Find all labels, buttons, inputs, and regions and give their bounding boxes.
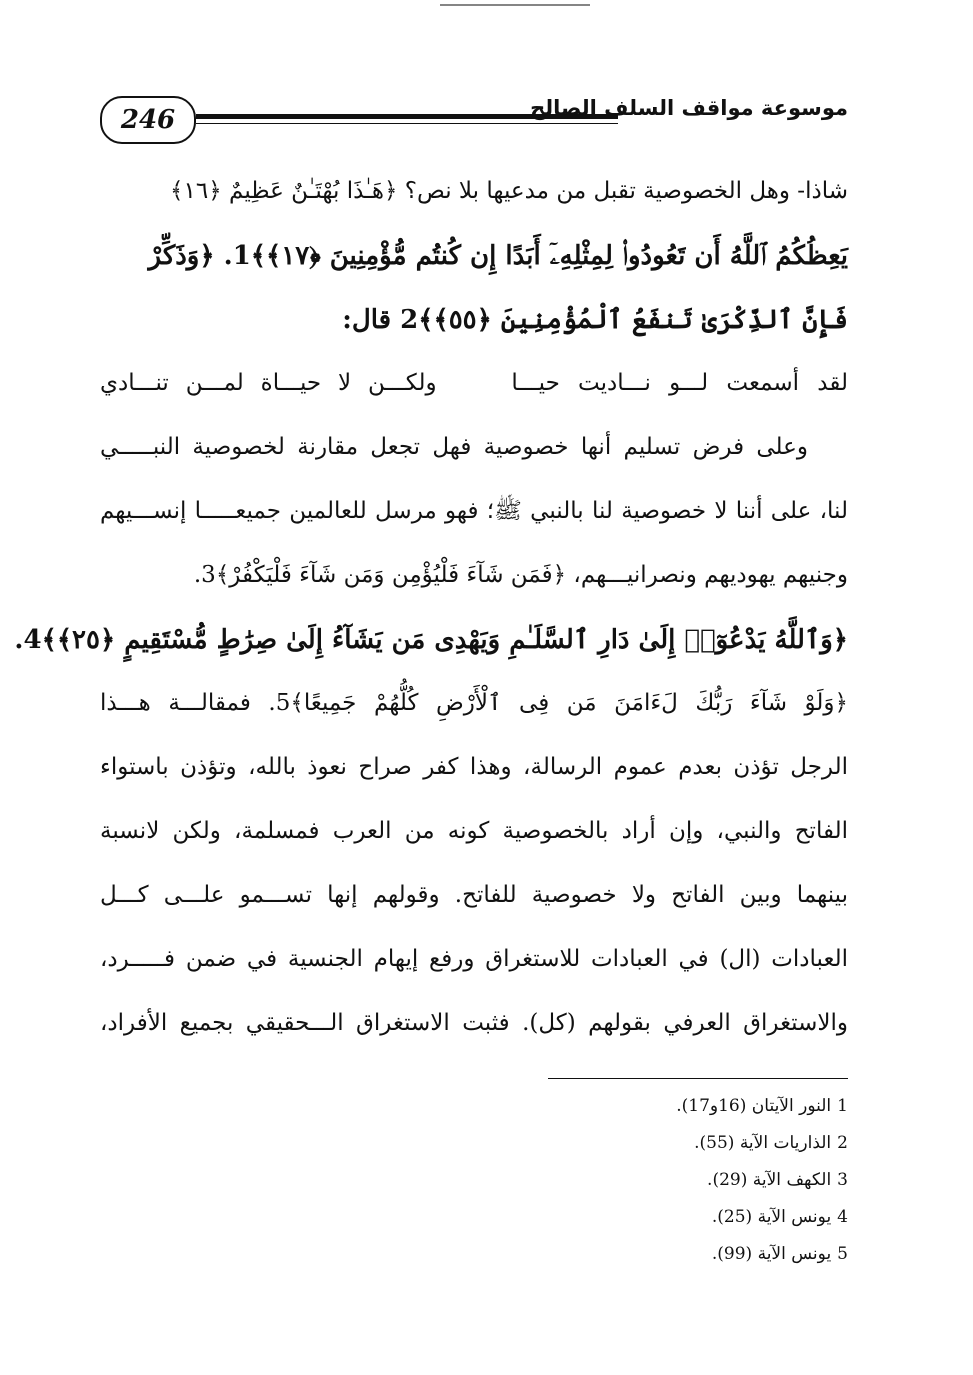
poem-verse	[100, 352, 848, 416]
footnote-5: 5يونس الآية (99).	[711, 1244, 848, 1264]
paragraph-line-8: بينهما وبين الفاتح ولا خصوصية للفاتح. وقولهم إنها تســـمو علـــى كـــل	[100, 882, 848, 909]
footnote-separator	[548, 1078, 848, 1079]
series-title: موسوعة مواقف السلف الصالح	[530, 96, 848, 120]
running-header	[100, 92, 848, 150]
paragraph-line-6: الرجل تؤذن بعدم عموم الرسالة، وهذا كفر صراح نعوذ بالله، وتؤذن باستواء	[100, 754, 848, 781]
paragraph-line-1: وعلى فرض تسليم أنها خصوصية فهل تجعل مقارنة لخصوصية النبـــــي	[100, 434, 808, 461]
top-scan-mark	[440, 4, 590, 6]
footnotes	[448, 1088, 848, 1273]
main-text	[14, 160, 848, 1056]
paragraph-line-4: ﴿وَٱللَّهُ يَدْعُوٓا۟ إِلَىٰ دَارِ ٱلسَّلَـٰمِ وَيَهْدِى مَن يَشَآءُ إِلَىٰ صِرَٰطٍ مُّسْتَقِيمٍ ﴿٢٥﴾﴾4.	[14, 624, 848, 655]
footnote-3: 3الكهف الآية (29).	[707, 1170, 848, 1190]
poem-first-hemistich: لقد أسمعت لـــو نـــاديت حيـــا	[511, 370, 848, 397]
footnote-1: 1النور الآيتان (16و17).	[676, 1096, 848, 1116]
footnote-4: 4يونس الآية (25).	[711, 1207, 848, 1227]
paragraph-line-9: العبادات (ال) في العبادات للاستغراق ورفع إيهام الجنسية في ضمن فـــــرد،	[100, 946, 848, 973]
text-line-3: فَإِنَّ ٱلذِّكْرَىٰ تَنفَعُ ٱلْمُؤْمِنِينَ ﴿٥٥﴾﴾2 قال:	[342, 304, 848, 335]
page-number-badge: 246	[100, 96, 196, 144]
paragraph-line-7: الفاتح والنبي، وإن أراد بالخصوصية كونه من العرب فمسلمة، ولكن لانسبة	[100, 818, 848, 845]
text-line-1: شاذا- وهل الخصوصية تقبل من مدعيها بلا نص؟ ﴿هَـٰذَا بُهْتَـٰنٌ عَظِيمٌ ﴿١٦﴾	[170, 178, 848, 205]
footnote-2: 2الذاريات الآية (55).	[694, 1133, 848, 1153]
paragraph-line-3: وجنيهم يهوديهم ونصرانيـــهم، ﴿فَمَن شَآءَ فَلْيُؤْمِن وَمَن شَآءَ فَلْيَكْفُرْ﴾3.	[193, 562, 848, 589]
paragraph-line-10: والاستغراق العرفي بقولهم (كل). فثبت الاستغراق الـــحقيقي بجميع الأفراد،	[100, 1010, 848, 1037]
paragraph-line-2: لنا، على أننا لا خصوصية لنا بالنبي ﷺ؛ فهو مرسل للعالمين جميعـــــا إنســـيهم	[100, 498, 848, 525]
paragraph-line-5: ﴿وَلَوْ شَآءَ رَبُّكَ لَءَامَنَ مَن فِى ٱلْأَرْضِ كُلُّهُمْ جَمِيعًا﴾5. فمقالـــة هـــذا	[100, 690, 848, 717]
header-rule-thin	[196, 123, 618, 124]
poem-second-hemistich: ولكـــن لا حيـــاة لمـــن تنـــادي	[100, 370, 437, 397]
text-line-2: يَعِظُكُمُ ٱللَّهُ أَن تَعُودُوا۟ لِمِثْلِهِۦٓ أَبَدًا إِن كُنتُم مُّؤْمِنِينَ ﴿١٧﴾﴾1. ﴿وَذَكِّرْ	[148, 240, 848, 271]
